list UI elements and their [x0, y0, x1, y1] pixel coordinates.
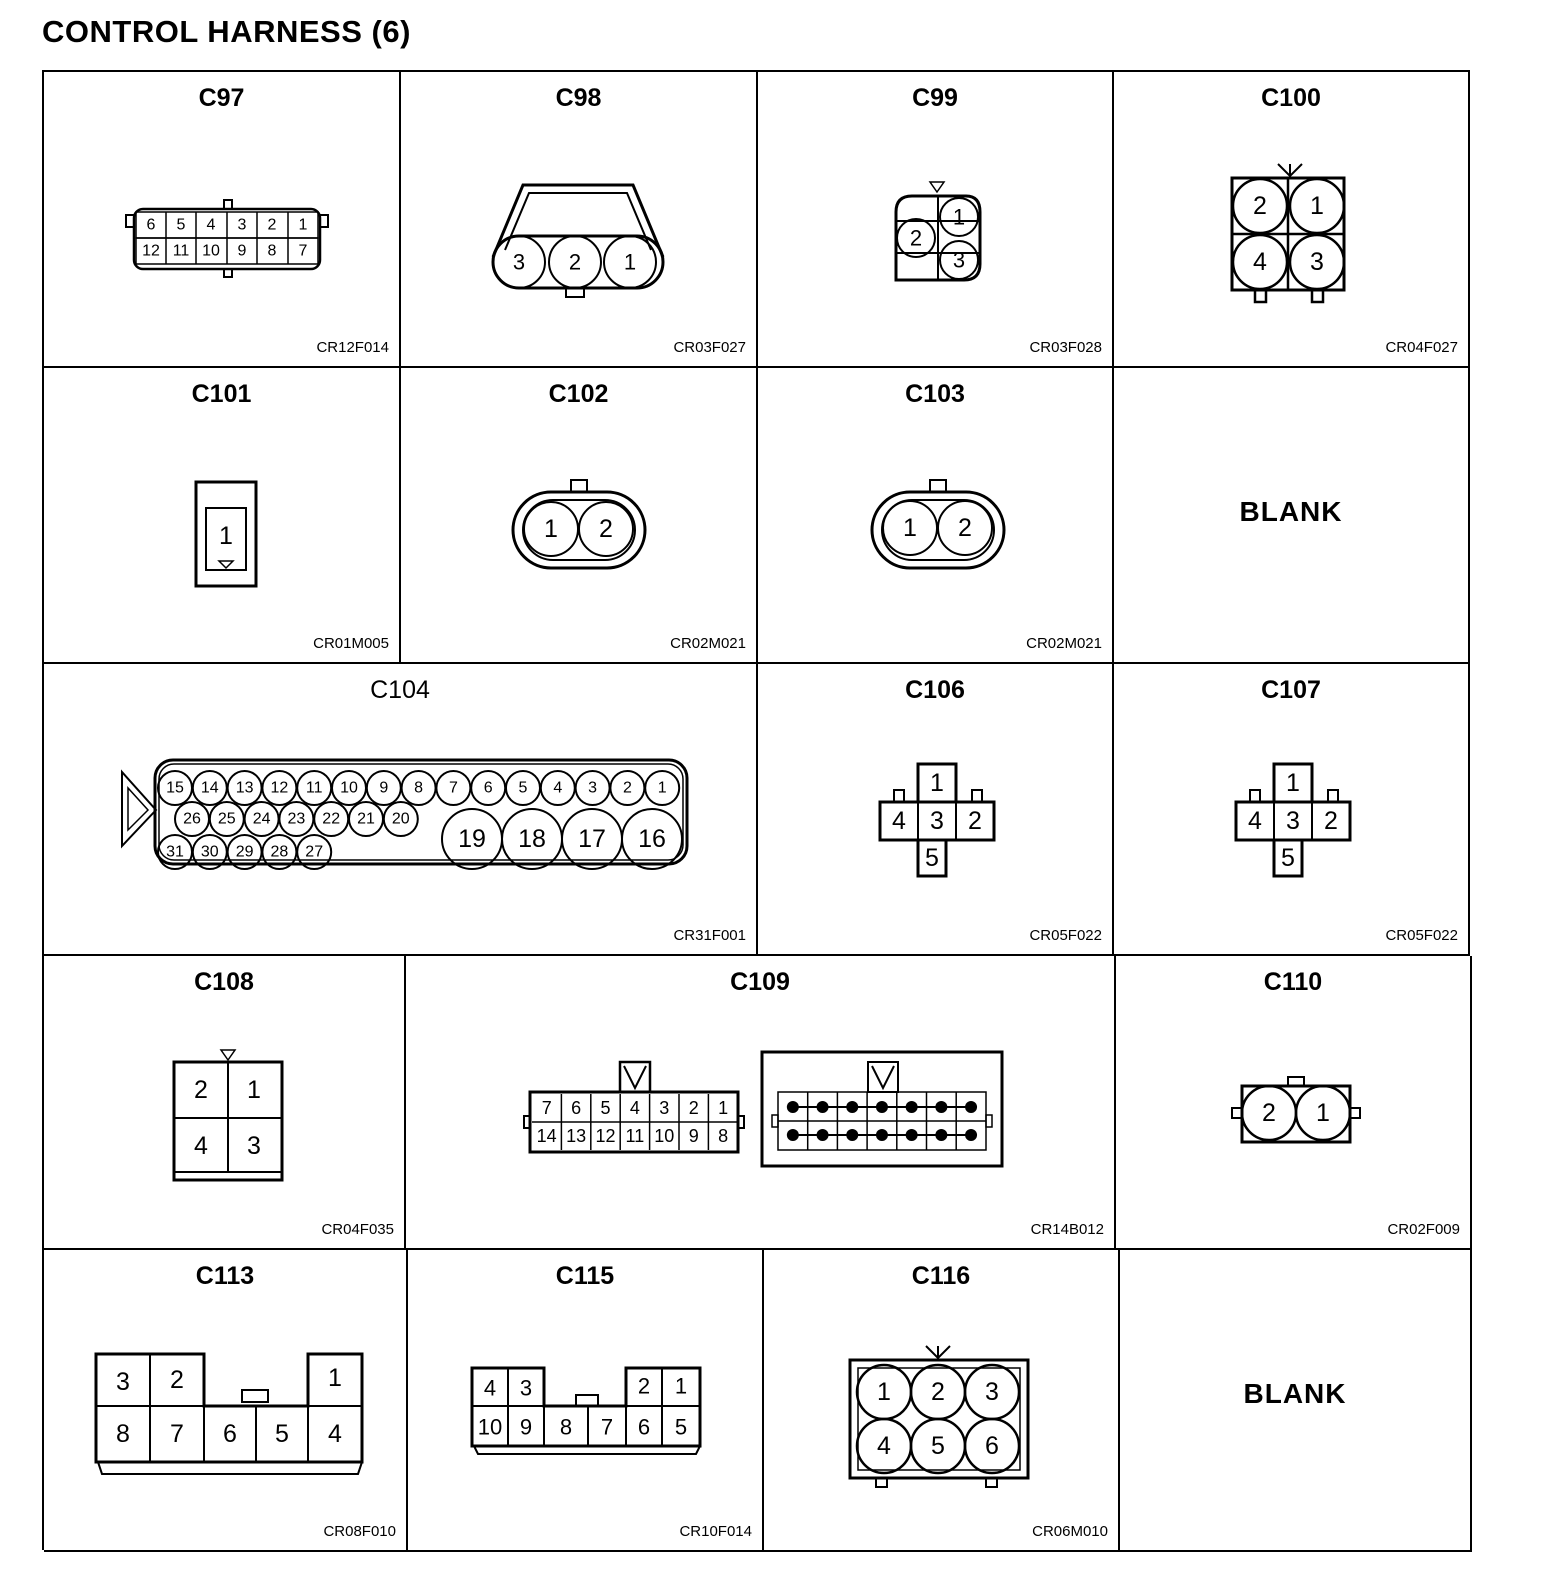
pin-label: 1 [1316, 1099, 1330, 1127]
pin-label: 6 [146, 216, 156, 234]
terminal-dot [935, 1101, 947, 1113]
pin-label: 1 [623, 249, 637, 275]
cell-title: C109 [730, 968, 790, 996]
terminal-dot [846, 1129, 858, 1141]
diagram-code: CR08F010 [323, 1523, 396, 1540]
pin-label: 2 [909, 225, 923, 251]
cell-blank-1 [1114, 368, 1470, 664]
cell-c97 [44, 72, 401, 368]
pin-label: 1 [657, 779, 667, 797]
cell-title: C107 [1261, 676, 1321, 704]
cell-title: C103 [905, 380, 965, 408]
connector-c115-drawing [408, 1250, 762, 1550]
diagram-code: CR04F027 [1385, 339, 1458, 356]
terminal-dot [817, 1129, 829, 1141]
cell-c100 [1114, 72, 1470, 368]
terminal-dot [876, 1129, 888, 1141]
pin-label: 1 [328, 1364, 342, 1392]
pin-label: 2 [931, 1378, 945, 1406]
pin-label: 3 [519, 1375, 533, 1401]
cell-title: C108 [194, 968, 254, 996]
terminal-dot [906, 1129, 918, 1141]
terminal-dot [965, 1101, 977, 1113]
cell-title: C102 [548, 380, 609, 408]
pin-label: 2 [688, 1098, 699, 1118]
pin-label: 7 [448, 779, 458, 797]
pin-label: 4 [629, 1098, 640, 1118]
pin-label: 11 [625, 1126, 645, 1146]
pin-label: 8 [718, 1126, 729, 1146]
cell-blank-2 [1120, 1250, 1472, 1552]
pin-label: 2 [622, 779, 632, 797]
cell-title: C110 [1263, 968, 1323, 996]
pin-label: 2 [170, 1366, 184, 1394]
pin-label: 4 [328, 1420, 342, 1448]
pin-label: 1 [247, 1076, 261, 1104]
connector-c107-drawing [1114, 664, 1468, 954]
pin-label: 9 [237, 242, 247, 260]
pin-label: 15 [166, 779, 184, 797]
pin-label: 31 [166, 843, 184, 861]
pin-label: 7 [541, 1098, 552, 1118]
pin-label: 12 [595, 1126, 616, 1146]
pin-label: 2 [1253, 192, 1267, 220]
page-title: CONTROL HARNESS (6) [42, 14, 411, 49]
pin-label: 1 [718, 1098, 729, 1118]
pin-label: 5 [925, 844, 939, 872]
pin-label: 1 [219, 522, 233, 550]
pin-label: 8 [267, 242, 277, 260]
pin-label: 23 [287, 810, 306, 828]
diagram-code: CR02M021 [1026, 635, 1102, 652]
pin-label: 11 [305, 779, 323, 797]
pin-label: 3 [116, 1368, 130, 1396]
pin-label: 3 [659, 1098, 670, 1118]
pin-label: 20 [391, 810, 410, 828]
pin-label: 5 [518, 779, 528, 797]
pin-label: 17 [578, 825, 606, 853]
pin-label: 5 [931, 1432, 945, 1460]
pin-label: 9 [688, 1126, 699, 1146]
pin-label: 10 [202, 242, 220, 260]
pin-label: 3 [1310, 248, 1324, 276]
pin-label: 4 [194, 1132, 208, 1160]
pin-label: 29 [235, 843, 254, 861]
pin-label: 1 [674, 1373, 688, 1399]
connector-c113-drawing [44, 1250, 406, 1550]
connector-c104-drawing [44, 664, 756, 954]
terminal-dot [965, 1129, 977, 1141]
cell-c108 [44, 956, 406, 1250]
cell-c101 [44, 368, 401, 664]
pin-label: 10 [654, 1126, 675, 1146]
pin-label: 2 [637, 1373, 651, 1399]
pin-label: 2 [194, 1076, 208, 1104]
cell-title: C116 [911, 1262, 971, 1290]
diagram-code: CR02F009 [1387, 1221, 1460, 1238]
pin-label: 3 [1286, 807, 1300, 835]
connector-c101-drawing [44, 368, 399, 662]
terminal-dot [787, 1129, 799, 1141]
pin-label: 3 [512, 249, 526, 275]
pin-label: 12 [142, 242, 160, 260]
pin-label: 2 [599, 515, 613, 543]
cell-title: C104 [370, 676, 430, 704]
connector-c98-drawing [401, 72, 756, 366]
cell-c103 [758, 368, 1114, 664]
pin-label: 2 [1324, 807, 1338, 835]
cell-title: C99 [912, 84, 958, 112]
diagram-code: CR12F014 [316, 339, 389, 356]
pin-label: 5 [600, 1098, 611, 1118]
connector-c110-drawing [1116, 956, 1470, 1248]
cell-title: C115 [555, 1262, 615, 1290]
diagram-code: CR14B012 [1030, 1221, 1104, 1238]
cell-title: C98 [555, 84, 602, 112]
pin-label: 3 [247, 1132, 261, 1160]
pin-label: 8 [116, 1420, 130, 1448]
pin-label: 28 [270, 843, 289, 861]
connector-c99-drawing [758, 72, 1112, 366]
diagram-code: CR05F022 [1385, 927, 1458, 944]
pin-label: 4 [1248, 807, 1262, 835]
diagram-code: CR02M021 [670, 635, 746, 652]
pin-label: 2 [568, 249, 582, 275]
connector-c116-drawing [764, 1250, 1118, 1550]
pin-label: 9 [379, 779, 389, 797]
pin-label: 9 [519, 1414, 533, 1440]
pin-label: 30 [200, 843, 219, 861]
cell-c106 [758, 664, 1114, 956]
cell-c102 [401, 368, 758, 664]
cell-c104 [44, 664, 758, 956]
connector-c109-drawing [406, 956, 1114, 1248]
pin-label: 3 [237, 216, 247, 234]
cell-c115 [408, 1250, 764, 1552]
cell-title: C101 [191, 380, 252, 408]
pin-label: 6 [223, 1420, 237, 1448]
cell-c110 [1116, 956, 1472, 1250]
pin-label: 1 [877, 1378, 891, 1406]
pin-label: 13 [566, 1126, 587, 1146]
pin-label: 2 [267, 216, 277, 234]
pin-label: 21 [357, 810, 375, 828]
diagram-code: CR06M010 [1032, 1523, 1108, 1540]
diagram-code: CR03F028 [1029, 339, 1102, 356]
pin-label: 25 [217, 810, 236, 828]
connector-grid [42, 70, 1470, 1550]
diagram-code: CR10F014 [679, 1523, 752, 1540]
pin-label: 3 [985, 1378, 999, 1406]
diagram-code: CR31F001 [673, 927, 746, 944]
c104-row1 [158, 771, 679, 805]
cell-title: C106 [905, 676, 965, 704]
pin-label: 6 [985, 1432, 999, 1460]
pin-label: 24 [252, 810, 271, 828]
pin-label: 1 [1286, 769, 1300, 797]
pin-label: 27 [305, 843, 324, 861]
cell-title: C100 [1261, 84, 1321, 112]
pin-label: 4 [206, 216, 216, 234]
pin-label: 8 [559, 1414, 573, 1440]
pin-label: 4 [1253, 248, 1267, 276]
pin-label: 14 [536, 1126, 557, 1146]
pin-label: 1 [930, 769, 944, 797]
connector-c100-drawing [1114, 72, 1468, 366]
blank-label: BLANK [1243, 1378, 1347, 1409]
diagram-code: CR04F035 [321, 1221, 394, 1238]
pin-label: 3 [930, 807, 944, 835]
pin-label: 5 [176, 216, 186, 234]
terminal-dot [817, 1101, 829, 1113]
pin-label: 1 [298, 216, 308, 234]
pin-label: 12 [270, 779, 289, 797]
pin-label: 14 [200, 779, 219, 797]
terminal-dot [787, 1101, 799, 1113]
connector-c103-drawing [758, 368, 1112, 662]
pin-label: 1 [903, 514, 917, 542]
pin-label: 1 [544, 515, 558, 543]
connector-c108-drawing [44, 956, 404, 1248]
pin-label: 16 [638, 825, 666, 853]
pin-label: 3 [588, 779, 598, 797]
pin-label: 7 [170, 1420, 184, 1448]
pin-label: 7 [600, 1414, 614, 1440]
pin-label: 18 [518, 825, 546, 853]
pin-label: 13 [235, 779, 254, 797]
pin-label: 6 [571, 1098, 582, 1118]
cell-c107 [1114, 664, 1470, 956]
pin-label: 1 [952, 204, 966, 230]
pin-label: 22 [322, 810, 341, 828]
pin-label: 5 [674, 1414, 688, 1440]
pin-label: 3 [952, 247, 966, 273]
c104-row2 [175, 802, 418, 836]
c109-terminals [778, 1092, 986, 1150]
pin-label: 4 [483, 1375, 497, 1401]
pin-label: 2 [958, 514, 972, 542]
pin-label: 1 [1310, 192, 1324, 220]
pin-label: 2 [1262, 1099, 1276, 1127]
diagram-code: CR05F022 [1029, 927, 1102, 944]
pin-label: 2 [968, 807, 982, 835]
pin-label: 10 [340, 779, 358, 797]
pin-label: 11 [172, 242, 190, 260]
connector-c102-drawing [401, 368, 756, 662]
terminal-dot [876, 1101, 888, 1113]
pin-label: 10 [477, 1414, 503, 1440]
pin-label: 6 [483, 779, 493, 797]
connector-c97-drawing [44, 72, 399, 366]
pin-label: 5 [1281, 844, 1295, 872]
pin-label: 4 [892, 807, 906, 835]
pin-label: 7 [298, 242, 308, 260]
cell-title: C97 [198, 84, 245, 112]
pin-label: 26 [183, 810, 201, 828]
diagram-code: CR01M005 [313, 635, 389, 652]
pin-label: 8 [414, 779, 424, 797]
diagram-code: CR03F027 [673, 339, 746, 356]
terminal-dot [935, 1129, 947, 1141]
pin-label: 5 [275, 1420, 289, 1448]
cell-c116 [764, 1250, 1120, 1552]
blank-label: BLANK [1239, 496, 1343, 527]
cell-title: C113 [195, 1262, 255, 1290]
pin-label: 4 [553, 779, 563, 797]
terminal-dot [906, 1101, 918, 1113]
pin-label: 6 [637, 1414, 651, 1440]
cell-c113 [44, 1250, 408, 1552]
cell-c109 [406, 956, 1116, 1250]
pin-label: 4 [877, 1432, 891, 1460]
cell-c98 [401, 72, 758, 368]
connector-c106-drawing [758, 664, 1112, 954]
pin-label: 19 [458, 825, 486, 853]
cell-c99 [758, 72, 1114, 368]
terminal-dot [846, 1101, 858, 1113]
